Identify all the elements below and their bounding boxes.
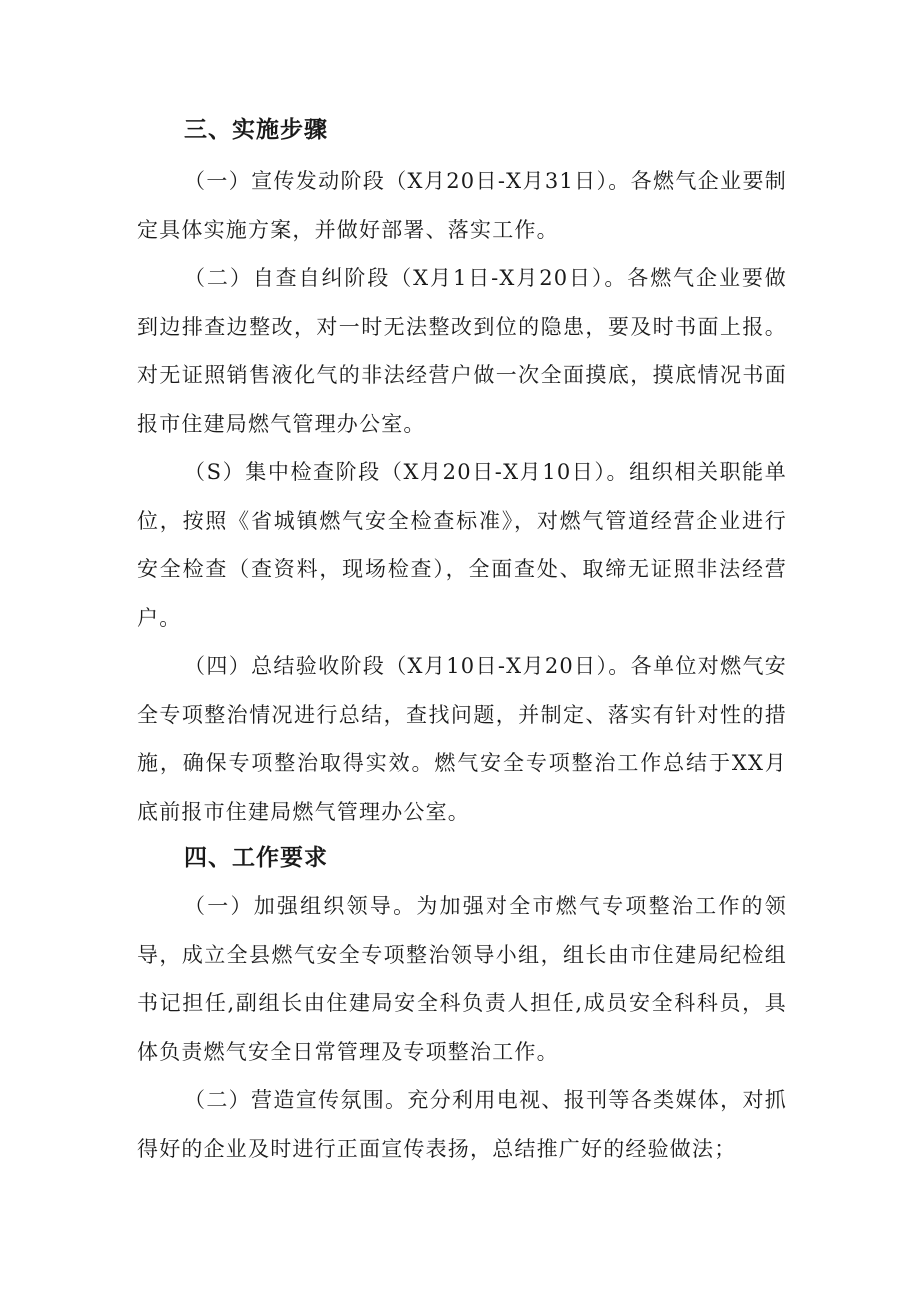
- paragraph-centralized-inspection-stage: （S）集中检查阶段（X月20日-X月10日）。组织相关职能单位，按照《省城镇燃气安全检查标准》，对燃气管道经营企业进行安全检查（查资料，现场检查），全面查处、取缔无证照非法经营户。: [137, 460, 787, 630]
- paragraph-publicity-atmosphere: （二）营造宣传氛围。充分利用电视、报刊等各类媒体，对抓得好的企业及时进行正面宣传表扬，总结推广好的经验做法；: [137, 1088, 787, 1161]
- paragraph-self-inspection-stage: （二）自查自纠阶段（X月1日-X月20日）。各燃气企业要做到边排查边整改，对一时无法整改到位的隐患，要及时书面上报。对无证照销售液化气的非法经营户做一次全面摸底，摸底情况书面报市住建局燃气管理办公室。: [137, 266, 787, 436]
- paragraph-publicity-stage: （一）宣传发动阶段（X月20日-X月31日）。各燃气企业要制定具体实施方案，并做好部署、落实工作。: [137, 169, 787, 242]
- paragraph-organizational-leadership: （一）加强组织领导。为加强对全市燃气专项整治工作的领导，成立全县燃气安全专项整治领导小组，组长由市住建局纪检组书记担任,副组长由住建局安全科负责人担任,成员安全科科员，具体负责燃气安全日常管理及专项整治工作。: [137, 894, 787, 1064]
- section-heading-work-requirements: 四、工作要求: [184, 845, 328, 871]
- section-heading-implementation-steps: 三、实施步骤: [184, 117, 328, 143]
- paragraph-summary-acceptance-stage: （四）总结验收阶段（X月10日-X月20日）。各单位对燃气安全专项整治情况进行总结，查找问题，并制定、落实有针对性的措施，确保专项整治取得实效。燃气安全专项整治工作总结于XX月底前报市住建局燃气管理办公室。: [137, 654, 787, 824]
